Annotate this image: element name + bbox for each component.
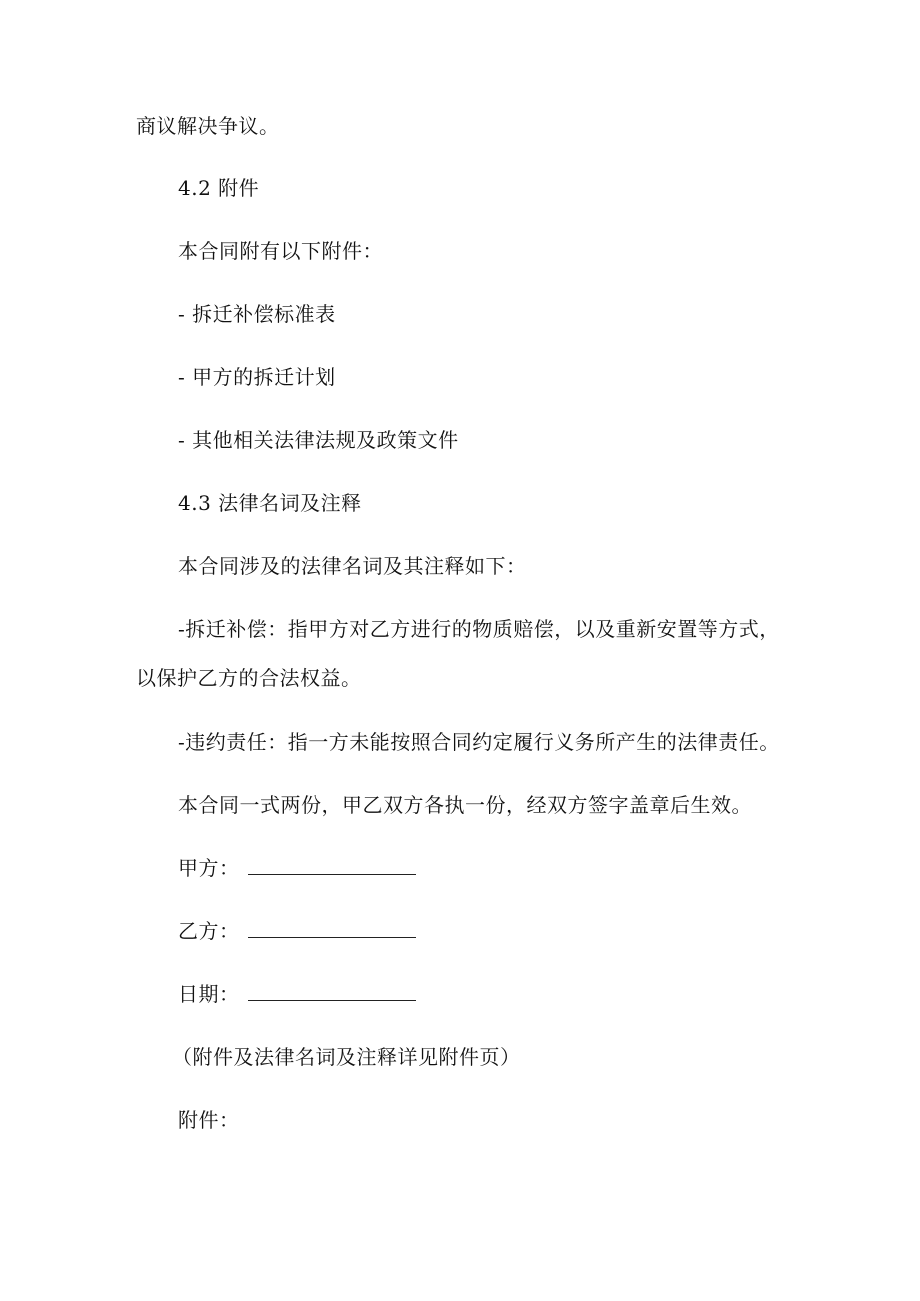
list-item: - 其他相关法律法规及政策文件: [178, 428, 459, 452]
section-heading-4-3: 4.3 法律名词及注释: [178, 491, 362, 515]
paragraph-text: 本合同一式两份，甲乙双方各执一份，经双方签字盖章后生效。: [178, 793, 752, 817]
party-b-label: 乙方：: [178, 919, 240, 943]
paragraph-text: 商议解决争议。: [136, 114, 280, 138]
paragraph-text: 本合同涉及的法律名词及其注释如下：: [178, 554, 527, 578]
definition-text: -违约责任：指一方未能按照合同约定履行义务所产生的法律责任。: [178, 730, 780, 754]
section-heading-4-2: 4.2 附件: [178, 176, 260, 200]
party-b-signature-line: [178, 917, 416, 945]
date-field: [248, 982, 416, 1001]
party-a-signature-line: [178, 854, 416, 882]
party-a-signature-field: [248, 856, 416, 875]
definition-text-continued: 以保护乙方的合法权益。: [136, 666, 362, 690]
date-signature-line: [178, 980, 416, 1008]
party-b-signature-field: [248, 919, 416, 938]
list-item: - 拆迁补偿标准表: [178, 302, 336, 326]
definition-text: -拆迁补偿：指甲方对乙方进行的物质赔偿，以及重新安置等方式，: [178, 617, 780, 641]
party-a-label: 甲方：: [178, 856, 240, 880]
annex-heading: 附件：: [178, 1108, 240, 1132]
date-label: 日期：: [178, 982, 240, 1006]
annex-note: （附件及法律名词及注释详见附件页）: [172, 1045, 521, 1069]
paragraph-text: 本合同附有以下附件：: [178, 239, 383, 263]
list-item: - 甲方的拆迁计划: [178, 365, 336, 389]
